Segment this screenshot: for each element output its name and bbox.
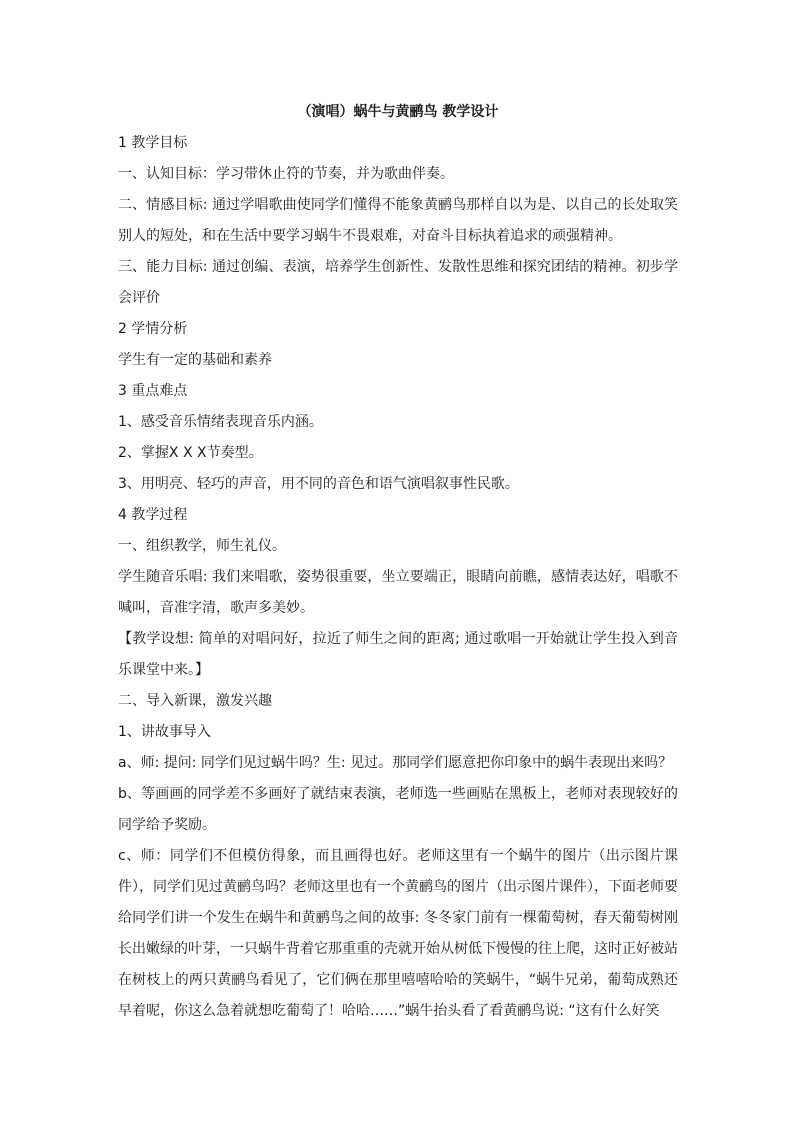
section-heading-key-points: 3 重点难点 xyxy=(118,383,188,399)
paragraph-key-point-3: 3、用明亮、轻巧的声音，用不同的音色和语气演唱叙事性民歌。 xyxy=(118,476,519,492)
paragraph-key-point-2: 2、掌握X X X节奏型。 xyxy=(118,445,263,461)
paragraph-story-intro: 1、讲故事导入 xyxy=(118,724,211,740)
paragraph-key-point-1: 1、感受音乐情绪表现音乐内涵。 xyxy=(118,414,323,430)
paragraph-item-a: a、师: 提问: 同学们见过蜗牛吗？生: 见过。那同学们愿意把你印象中的蜗牛表现出来吗？ xyxy=(118,755,673,771)
paragraph-emotional-goal: 二、情感目标: 通过学唱歌曲使同学们懂得不能象黄鹂鸟那样自以为是、以自己的长处取笑别人的短处，和在生活中要学习蜗牛不畏艰难，对奋斗目标执着追求的顽强精神。 xyxy=(118,197,678,244)
paragraph-cognitive-goal: 一、认知目标：学习带休止符的节奏，并为歌曲伴奏。 xyxy=(118,166,454,182)
paragraph-step-2: 二、导入新课，激发兴趣 xyxy=(118,693,272,709)
document-title: （演唱）蜗牛与黄鹂鸟 教学设计 xyxy=(297,104,499,120)
document-body xyxy=(118,100,678,1027)
section-heading-process: 4 教学过程 xyxy=(118,507,188,523)
paragraph-analysis: 学生有一定的基础和素养 xyxy=(118,352,272,368)
paragraph-step-1: 一、组织教学，师生礼仪。 xyxy=(118,538,286,554)
paragraph-item-b: b、等画画的同学差不多画好了就结束表演，老师选一些画贴在黑板上，老师对表现较好的同学给予奖励。 xyxy=(118,786,678,833)
section-heading-analysis: 2 学情分析 xyxy=(118,321,188,337)
section-heading-objectives: 1 教学目标 xyxy=(118,135,188,151)
paragraph-ability-goal: 三、能力目标: 通过创编、表演，培养学生创新性、发散性思维和探究团结的精神。初步学会评价 xyxy=(118,259,678,306)
paragraph-item-c: c、师：同学们不但模仿得象，而且画得也好。老师这里有一个蜗牛的图片（出示图片课件），同学们见过黄鹂鸟吗？老师这里也有一个黄鹂鸟的图片（出示图片课件），下面老师要给同学们讲一个发生在蜗牛和黄鹂鸟之间的故事: 冬冬家门前有一棵葡萄树，春天葡萄树刚长出嫩绿的叶芽，一只蜗牛背着它那重重的壳就开始从树低下慢慢的往上爬，这时正好被站在树枝上的两只黄鹂鸟看见了，它们俩在那里嘻嘻哈哈的笑蜗牛，“蜗牛兄弟，葡萄成熟还早着呢，你这么急着就想吃葡萄了！哈哈……”蜗牛抬头看了看黄鹂鸟说: “这有什么好笑 xyxy=(118,848,678,1019)
paragraph-design-note: 【教学设想: 简单的对唱问好，拉近了师生之间的距离; 通过歌唱一开始就让学生投入到音乐课堂中来。】 xyxy=(118,631,678,678)
paragraph-song: 学生随音乐唱: 我们来唱歌，姿势很重要，坐立要端正，眼睛向前瞧，感情表达好，唱歌不喊叫，音准字清，歌声多美妙。 xyxy=(118,569,678,616)
